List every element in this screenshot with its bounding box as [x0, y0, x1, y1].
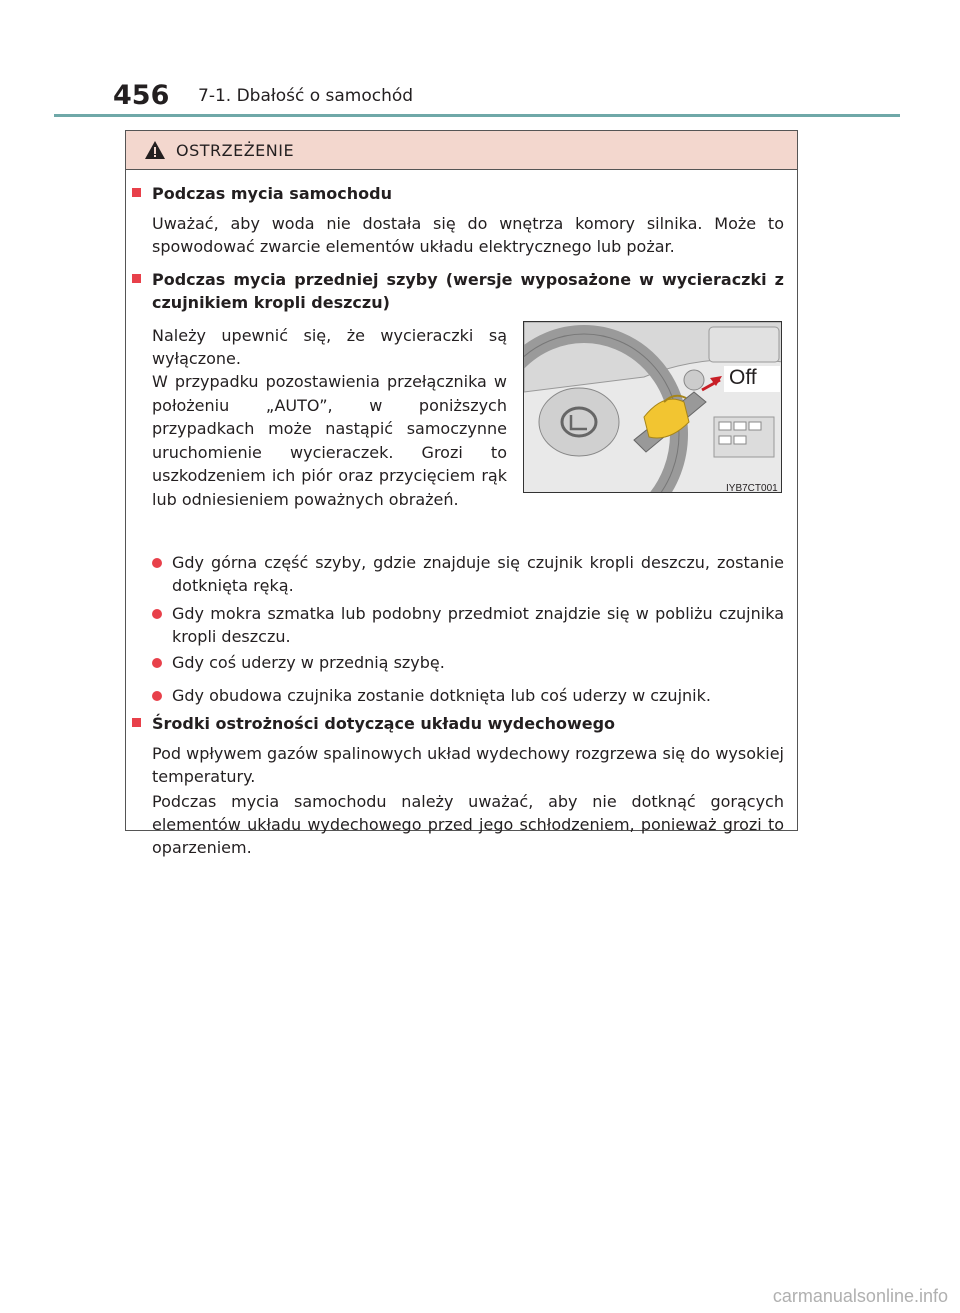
wiper-switch-illustration: [523, 321, 782, 493]
s2-text: W przypadku pozostawienia przełącznika w położeniu „AUTO”, w poniższych przypadkach może nastąpić samoczynne uruchomienie wycieraczek. Grozi to uszkodzeniem ich piór oraz przycięciem rąk lub odniesieniem poważnych obrażeń.: [152, 372, 507, 509]
warning-box: [125, 130, 798, 857]
bullet-item: Gdy górna część szyby, gdzie znajduje się czujnik kropli deszczu, zostanie dotknięta ręką.: [172, 553, 784, 595]
s1-heading: Podczas mycia samochodu: [152, 184, 392, 203]
bullet-dot: [152, 609, 162, 619]
bullet-dot: [152, 558, 162, 568]
figure-code: IYB7CT001: [726, 483, 778, 493]
page-number: 456: [113, 80, 170, 111]
header-rule: [54, 114, 900, 117]
section-marker: [132, 718, 141, 727]
s3-heading: Środki ostrożności dotyczące układu wydechowego: [152, 714, 616, 733]
s1-text: Uważać, aby woda nie dostała się do wnętrza komory silnika. Może to spowodować zwarcie elementów układu elektrycznego lub pożar.: [152, 214, 784, 256]
warning-title: OSTRZEŻENIE: [176, 141, 295, 160]
s2-intro: Należy upewnić się, że wycieraczki są wyłączone.: [152, 326, 507, 368]
bullet-dot: [152, 658, 162, 668]
off-label: Off: [729, 366, 757, 389]
bullet-item: Gdy mokra szmatka lub podobny przedmiot znajdzie się w pobliżu czujnika kropli deszczu.: [172, 604, 784, 646]
s2-heading: Podczas mycia przedniej szyby (wersje wyposażone w wycieraczki z czujnikiem kropli deszczu): [152, 270, 784, 312]
steering-wheel-image: [524, 322, 782, 493]
section-marker: [132, 188, 141, 197]
bullet-dot: [152, 691, 162, 701]
section-title: 7-1. Dbałość o samochód: [198, 86, 414, 106]
section-marker: [132, 274, 141, 283]
s3-para-2: Podczas mycia samochodu należy uważać, aby nie dotknąć gorących elementów układu wydechowego przed jego schłodzeniem, ponieważ grozi to oparzeniem.: [152, 792, 784, 857]
page-header: [0, 0, 960, 120]
watermark: carmanualsonline.info: [772, 1286, 948, 1306]
warning-header: [126, 131, 797, 170]
s3-para-1: Pod wpływem gazów spalinowych układ wydechowy rozgrzewa się do wysokiej temperatury.: [152, 744, 784, 786]
bullet-item: Gdy coś uderzy w przednią szybę.: [172, 653, 445, 672]
bullet-item: Gdy obudowa czujnika zostanie dotknięta lub coś uderzy w czujnik.: [172, 686, 711, 705]
warning-triangle-icon: [144, 140, 166, 160]
